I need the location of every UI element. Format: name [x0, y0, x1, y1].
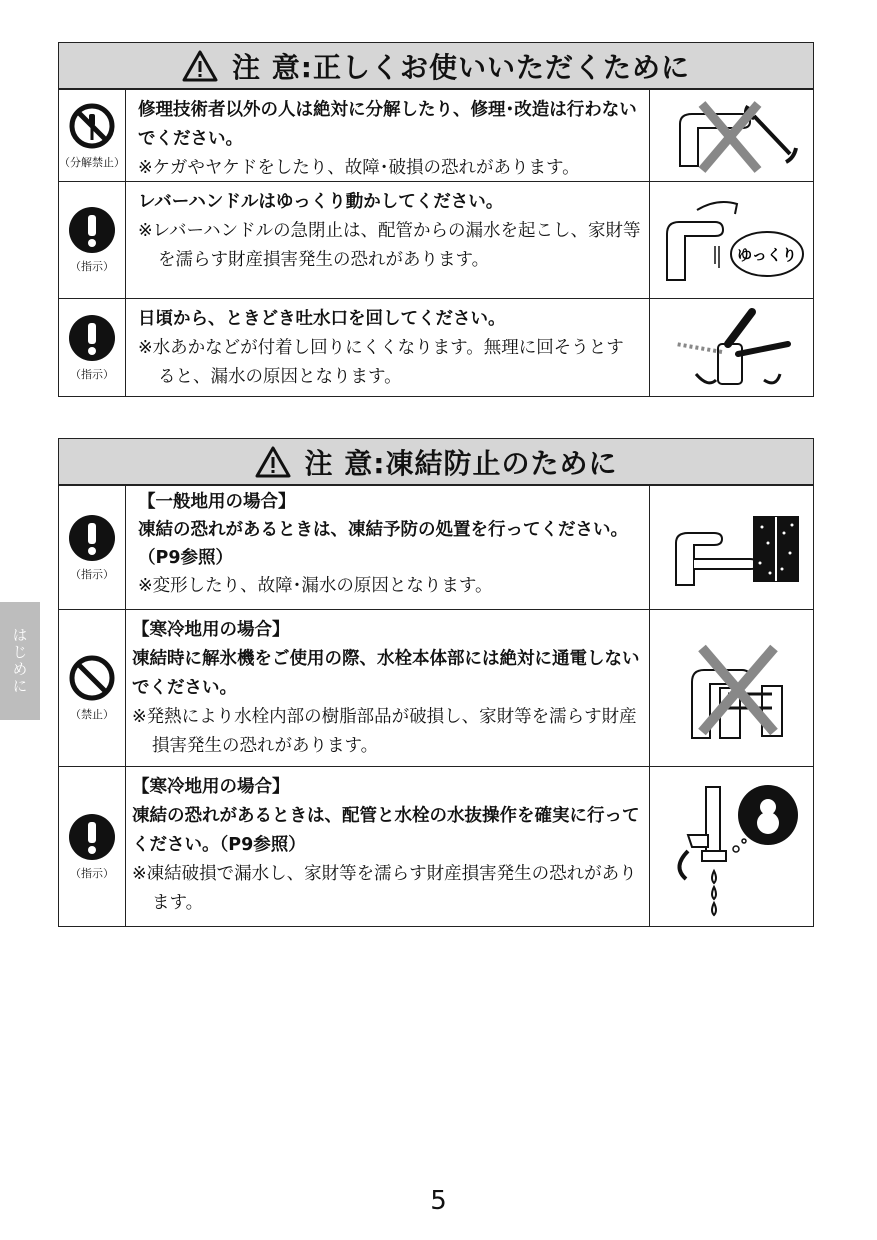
icon-cell: [59, 182, 126, 298]
caution-heading: 修理技術者以外の人は絶対に分解したり、修理･改造は行わないでください。: [138, 100, 637, 149]
caution-row: [59, 89, 813, 181]
mandatory-exclamation-icon: [68, 813, 116, 861]
icon-cell: [59, 610, 126, 766]
icon-caption: （指示）: [70, 866, 114, 880]
caution-heading: 日頃から、ときどき吐水口を回してください。: [138, 309, 506, 329]
prohibited-icon: [68, 654, 116, 702]
caution-row: [59, 766, 813, 926]
drain-valve-snowman-icon: [662, 777, 802, 917]
caution-row: [59, 298, 813, 396]
illustration-cell: [650, 90, 813, 181]
illustration-cell: [650, 299, 813, 396]
caution-note: ※レバーハンドルの急閉止は、配管からの漏水を起こし、家財等を濡らす財産損害発生の恐れがあります。: [138, 221, 641, 270]
icon-caption: （指示）: [70, 367, 114, 381]
mandatory-exclamation-icon: [68, 514, 116, 562]
warning-triangle-icon: [255, 446, 291, 478]
illustration-cell: [650, 182, 813, 298]
caution-heading: 凍結の恐れがあるときは、凍結予防の処置を行ってください。（P9参照）: [138, 520, 628, 568]
illustration-cell: [650, 486, 813, 609]
icon-caption: （分解禁止）: [59, 155, 125, 169]
chapter-tab-label: はじめに: [10, 627, 29, 695]
picture-label: ゆっくり: [736, 246, 797, 264]
text-cell: [126, 90, 650, 181]
icon-cell: [59, 299, 126, 396]
chapter-tab: [0, 602, 40, 720]
caution-row: [59, 181, 813, 298]
text-cell: [126, 767, 650, 926]
section-header: [59, 439, 813, 485]
caution-note: ※ケガやヤケドをしたり、故障･破損の恐れがあります。: [138, 158, 580, 178]
warning-triangle-icon: [182, 50, 218, 82]
illustration-cell: [650, 610, 813, 766]
area-label: 【一般地用の場合】: [138, 492, 296, 512]
caution-heading: 凍結の恐れがあるときは、配管と水栓の水抜操作を確実に行ってください。（P9参照）: [132, 806, 640, 855]
faucet-wrench-crossed-icon: [662, 96, 802, 176]
mandatory-exclamation-icon: [68, 206, 116, 254]
no-disassembly-icon: [68, 102, 116, 150]
caution-row: [59, 609, 813, 766]
illustration-cell: [650, 767, 813, 926]
icon-cell: [59, 90, 126, 181]
text-cell: [126, 486, 650, 609]
text-cell: [126, 182, 650, 298]
faucet-snow-window-icon: [662, 503, 802, 593]
caution-note: ※凍結破損で漏水し、家財等を濡らす財産損害発生の恐れがあります。: [132, 864, 637, 913]
caution-note: ※変形したり、故障･漏水の原因となります。: [138, 576, 493, 596]
text-cell: [126, 299, 650, 396]
section-title: 注 意:正しくお使いいただくために: [232, 50, 690, 84]
icon-caption: （指示）: [70, 260, 114, 273]
caution-row: [59, 485, 813, 609]
icon-caption: （指示）: [70, 567, 114, 581]
caution-section-freeze: [58, 438, 814, 927]
caution-heading: レバーハンドルはゆっくり動かしてください。: [138, 192, 504, 212]
section-header: [59, 43, 813, 89]
caution-heading: 凍結時に解氷機をご使用の際、水栓本体部には絶対に通電しないでください。: [132, 649, 640, 698]
faucet-rotate-spout-icon: [662, 304, 802, 392]
faucet-slow-lever-icon: [657, 190, 807, 290]
caution-note: ※水あかなどが付着し回りにくくなります。無理に回そうとすると、漏水の原因となります。: [138, 338, 624, 387]
icon-caption: （禁止）: [70, 708, 114, 721]
mandatory-exclamation-icon: [68, 314, 116, 362]
section-title: 注 意:凍結防止のために: [304, 446, 618, 480]
area-label: 【寒冷地用の場合】: [132, 620, 290, 640]
caution-section-usage: [58, 42, 814, 397]
page-number: 5: [430, 1186, 447, 1216]
area-label: 【寒冷地用の場合】: [132, 777, 290, 797]
caution-note: ※発熱により水栓内部の樹脂部品が破損し、家財等を濡らす財産損害発生の恐れがあります。: [132, 707, 637, 756]
text-cell: [126, 610, 650, 766]
icon-cell: [59, 486, 126, 609]
faucet-thawing-device-crossed-icon: [662, 628, 802, 748]
icon-cell: [59, 767, 126, 926]
